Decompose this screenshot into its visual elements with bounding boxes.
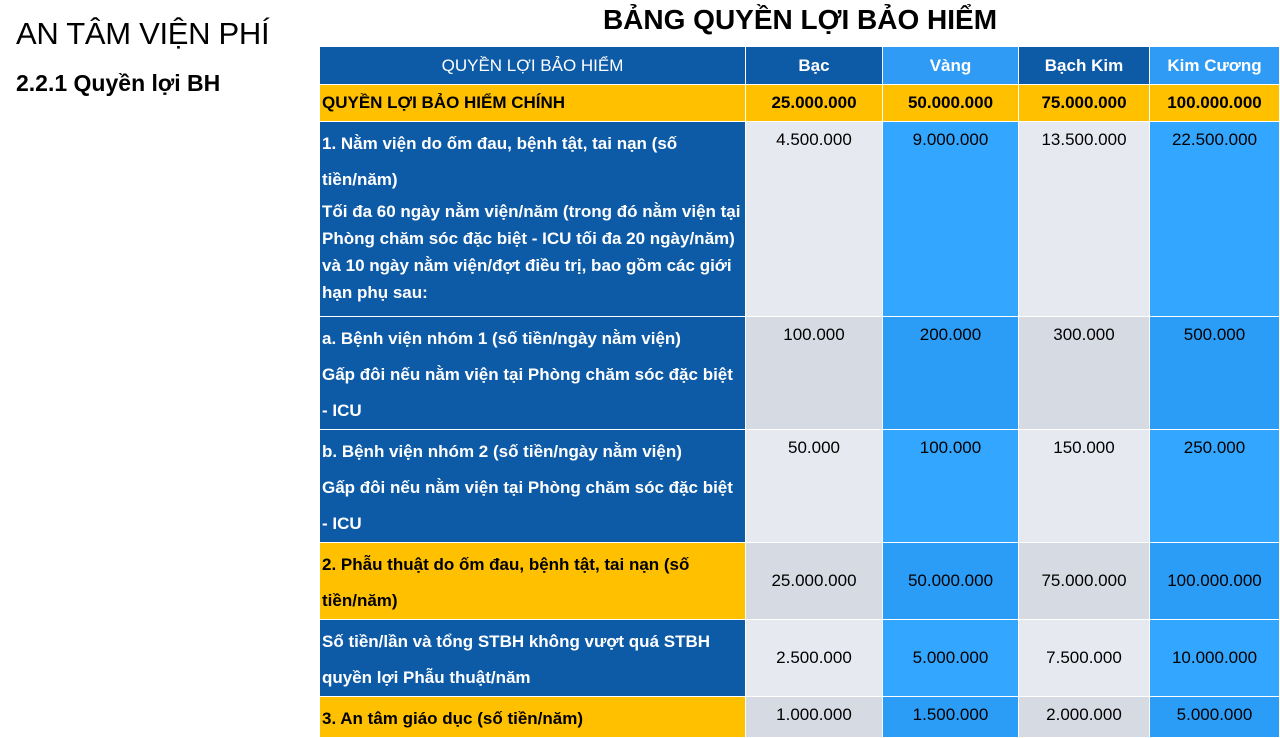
cell-value: 2.000.000 — [1019, 697, 1150, 738]
row-surgery-label: 2. Phẫu thuật do ốm đau, bệnh tật, tai nạn (số tiền/năm) — [320, 543, 746, 620]
row-hospitalization-label — [320, 122, 746, 317]
slide-title: AN TÂM VIỆN PHÍ — [16, 16, 270, 51]
row-note: Gấp đôi nếu nằm viện tại Phòng chăm sóc đặc biệt - ICU — [322, 478, 733, 533]
cell-value: 100.000.000 — [1150, 543, 1280, 620]
cell-value: 4.500.000 — [746, 122, 883, 317]
row-education-label: 3. An tâm giáo dục (số tiền/năm) — [320, 697, 746, 738]
table-row — [320, 430, 1280, 543]
cell-value: 2.500.000 — [746, 620, 883, 697]
main-benefit-row — [320, 85, 1280, 122]
cell-value: 100.000 — [746, 317, 883, 430]
cell-value: 5.000.000 — [883, 620, 1019, 697]
cell-value: 200.000 — [883, 317, 1019, 430]
table-row — [320, 122, 1280, 317]
cell-value: 50.000.000 — [883, 543, 1019, 620]
table-row — [320, 697, 1280, 738]
header-benefit-label: QUYỀN LỢI BẢO HIỂM — [320, 47, 746, 85]
header-tier-platinum: Bạch Kim — [1019, 47, 1150, 85]
benefit-table — [319, 46, 1280, 738]
row-title: b. Bệnh viện nhóm 2 (số tiền/ngày nằm viện) — [322, 442, 682, 461]
cell-value: 100.000 — [883, 430, 1019, 543]
cell-value: 13.500.000 — [1019, 122, 1150, 317]
cell-value: 9.000.000 — [883, 122, 1019, 317]
header-row — [320, 47, 1280, 85]
header-tier-silver: Bạc — [746, 47, 883, 85]
main-benefit-label: QUYỀN LỢI BẢO HIỂM CHÍNH — [320, 85, 746, 122]
main-benefit-value-gold: 50.000.000 — [883, 85, 1019, 122]
row-hospital-group2-label — [320, 430, 746, 543]
cell-value: 300.000 — [1019, 317, 1150, 430]
cell-value: 1.000.000 — [746, 697, 883, 738]
main-benefit-value-platinum: 75.000.000 — [1019, 85, 1150, 122]
cell-value: 50.000 — [746, 430, 883, 543]
cell-value: 1.500.000 — [883, 697, 1019, 738]
row-note: Gấp đôi nếu nằm viện tại Phòng chăm sóc đặc biệt - ICU — [322, 365, 733, 420]
cell-value: 25.000.000 — [746, 543, 883, 620]
cell-value: 7.500.000 — [1019, 620, 1150, 697]
row-surgery-limit-label: Số tiền/lần và tổng STBH không vượt quá STBH quyền lợi Phẫu thuật/năm — [320, 620, 746, 697]
cell-value: 22.500.000 — [1150, 122, 1280, 317]
header-tier-diamond: Kim Cương — [1150, 47, 1280, 85]
cell-value: 5.000.000 — [1150, 697, 1280, 738]
table-title: BẢNG QUYỀN LỢI BẢO HIỂM — [602, 4, 998, 35]
cell-value: 75.000.000 — [1019, 543, 1150, 620]
cell-value: 250.000 — [1150, 430, 1280, 543]
cell-value: 150.000 — [1019, 430, 1150, 543]
row-title: 1. Nằm viện do ốm đau, bệnh tật, tai nạn (số tiền/năm) — [322, 134, 678, 189]
header-tier-gold: Vàng — [883, 47, 1019, 85]
cell-value: 10.000.000 — [1150, 620, 1280, 697]
main-benefit-value-diamond: 100.000.000 — [1150, 85, 1280, 122]
main-benefit-value-silver: 25.000.000 — [746, 85, 883, 122]
cell-value: 500.000 — [1150, 317, 1280, 430]
table-row — [320, 620, 1280, 697]
row-note: Tối đa 60 ngày nằm viện/năm (trong đó nằm viện tại Phòng chăm sóc đặc biệt - ICU tối đa 20 ngày/năm) và 10 ngày nằm viện/đợt điều trị, bao gồm các giới hạn phụ sau: — [322, 202, 741, 302]
row-title: a. Bệnh viện nhóm 1 (số tiền/ngày nằm viện) — [322, 329, 681, 348]
row-hospital-group1-label — [320, 317, 746, 430]
slide-subtitle: 2.2.1 Quyền lợi BH — [16, 70, 221, 96]
table-row — [320, 317, 1280, 430]
table-row — [320, 543, 1280, 620]
